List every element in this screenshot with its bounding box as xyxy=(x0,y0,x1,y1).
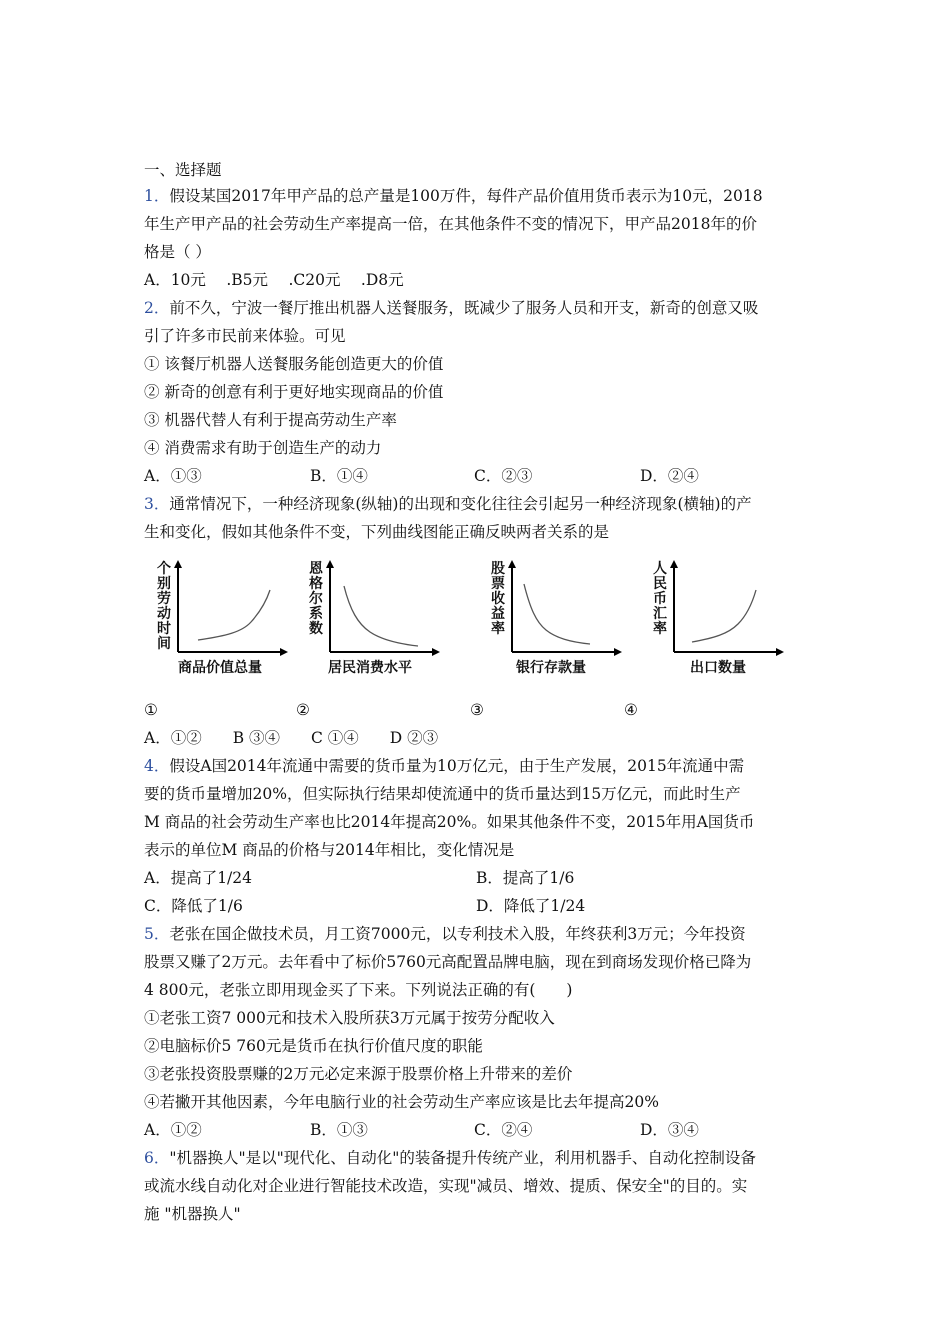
question-1-line-1 xyxy=(144,186,763,206)
question-5-option-d: D．③④ xyxy=(640,1121,699,1139)
question-text: 前不久，宁波一餐厅推出机器人送餐服务，既减少了服务人员和开支，新奇的创意又吸 xyxy=(169,299,759,317)
question-2-item-2: ② 新奇的创意有利于更好地实现商品的价值 xyxy=(144,383,444,401)
graph-1-xlabel: 商品价值总量 xyxy=(178,660,262,676)
question-4-option-d: D．降低了1/24 xyxy=(476,897,586,915)
question-1-line-3: 格是（ ） xyxy=(144,243,211,261)
graph-2-xlabel: 居民消费水平 xyxy=(328,660,412,676)
question-text: "机器换人"是以"现代化、自动化"的装备提升传统产业，利用机器手、自动化控制设备 xyxy=(169,1149,756,1167)
graph-3 xyxy=(490,560,630,680)
graph-3-ylabel: 股票收益率 xyxy=(491,561,505,637)
question-2-line-2: 引了许多市民前来体验。可见 xyxy=(144,327,346,345)
question-text: 假设某国2017年甲产品的总产量是100万件，每件产品价值用货币表示为10元，2018 xyxy=(169,187,763,205)
graph-1-curve xyxy=(198,590,270,640)
question-5-option-b: B．①③ xyxy=(310,1121,368,1139)
question-4-line-2: 要的货币量增加20%，但实际执行结果却使流通中的货币量达到15万亿元，而此时生产 xyxy=(144,785,741,803)
graph-3-xlabel: 银行存款量 xyxy=(516,660,586,676)
graph-2-curve xyxy=(344,586,418,646)
graph-4-xlabel: 出口数量 xyxy=(690,660,746,676)
question-5-option-c: C．②④ xyxy=(474,1121,533,1139)
graph-3-curve xyxy=(524,584,590,644)
question-1-line-2: 年生产甲产品的社会劳动生产率提高一倍，在其他条件不变的情况下，甲产品2018年的价 xyxy=(144,215,757,233)
question-2-line-1 xyxy=(144,298,758,318)
question-5-line-1 xyxy=(144,924,746,944)
question-4-option-c: C．降低了1/6 xyxy=(144,897,243,915)
question-number: 3． xyxy=(144,495,170,513)
question-2-option-a: A．①③ xyxy=(144,467,202,485)
question-2-option-b: B．①④ xyxy=(310,467,368,485)
question-5-item-4: ④若撇开其他因素，今年电脑行业的社会劳动生产率应该是比去年提高20% xyxy=(144,1093,659,1111)
question-6-line-3: 施 "机器换人" xyxy=(144,1205,241,1223)
question-number: 1． xyxy=(144,187,170,205)
question-5-item-3: ③老张投资股票赚的2万元必定来源于股票价格上升带来的差价 xyxy=(144,1065,573,1083)
question-number: 5． xyxy=(144,925,170,943)
question-5-line-3: 4 800元，老张立即用现金买了下来。下列说法正确的有( ) xyxy=(144,981,573,999)
question-6-line-2: 或流水线自动化对企业进行智能技术改造，实现"减员、增效、提质、保安全"的目的。实 xyxy=(144,1177,748,1195)
question-text: 通常情况下，一种经济现象(纵轴)的出现和变化往往会引起另一种经济现象(横轴)的产 xyxy=(169,495,752,513)
section-title: 一、选择题 xyxy=(144,161,222,179)
question-number: 6． xyxy=(144,1149,170,1167)
question-5-item-1: ①老张工资7 000元和技术入股所获3万元属于按劳分配收入 xyxy=(144,1009,555,1027)
graph-1-marker: ① xyxy=(144,701,158,719)
graph-2 xyxy=(308,560,448,680)
question-3-line-1 xyxy=(144,494,752,514)
graph-2-marker: ② xyxy=(296,701,310,719)
question-4-line-3: M 商品的社会劳动生产率也比2014年提高20%。如果其他条件不变，2015年用A国货币 xyxy=(144,813,755,831)
question-2-option-d: D．②④ xyxy=(640,467,699,485)
question-4-line-1 xyxy=(144,756,744,776)
question-number: 2． xyxy=(144,299,170,317)
graph-2-ylabel: 恩格尔系数 xyxy=(309,561,323,637)
question-5-option-a: A．①② xyxy=(144,1121,202,1139)
graph-4-marker: ④ xyxy=(624,701,638,719)
question-2-option-c: C．②③ xyxy=(474,467,533,485)
graph-4 xyxy=(652,560,792,680)
question-4-line-4: 表示的单位M 商品的价格与2014年相比，变化情况是 xyxy=(144,841,515,859)
graph-3-marker: ③ xyxy=(470,701,484,719)
graph-4-curve xyxy=(692,590,756,642)
question-3-line-2: 生和变化，假如其他条件不变，下列曲线图能正确反映两者关系的是 xyxy=(144,523,610,541)
question-number: 4． xyxy=(144,757,170,775)
question-6-line-1 xyxy=(144,1148,756,1168)
question-2-item-4: ④ 消费需求有助于创造生产的动力 xyxy=(144,439,382,457)
graph-1-ylabel: 个别劳动时间 xyxy=(157,561,171,652)
question-5-line-2: 股票又赚了2万元。去年看中了标价5760元高配置品牌电脑，现在到商场发现价格已降为 xyxy=(144,953,752,971)
question-2-item-3: ③ 机器代替人有利于提高劳动生产率 xyxy=(144,411,397,429)
question-text: 假设A国2014年流通中需要的货币量为10万亿元，由于生产发展，2015年流通中需 xyxy=(169,757,745,775)
question-4-option-b: B．提高了1/6 xyxy=(476,869,575,887)
question-3-options: A．①② B ③④ C ①④ D ②③ xyxy=(144,729,439,747)
question-4-option-a: A．提高了1/24 xyxy=(144,869,253,887)
question-text: 老张在国企做技术员，月工资7000元，以专利技术入股，年终获利3万元；今年投资 xyxy=(169,925,746,943)
question-5-item-2: ②电脑标价5 760元是货币在执行价值尺度的职能 xyxy=(144,1037,483,1055)
graph-1 xyxy=(156,560,296,680)
question-2-item-1: ① 该餐厅机器人送餐服务能创造更大的价值 xyxy=(144,355,444,373)
question-1-options: A．10元 .B5元 .C20元 .D8元 xyxy=(144,271,404,289)
graph-4-ylabel: 人民币汇率 xyxy=(653,561,667,637)
